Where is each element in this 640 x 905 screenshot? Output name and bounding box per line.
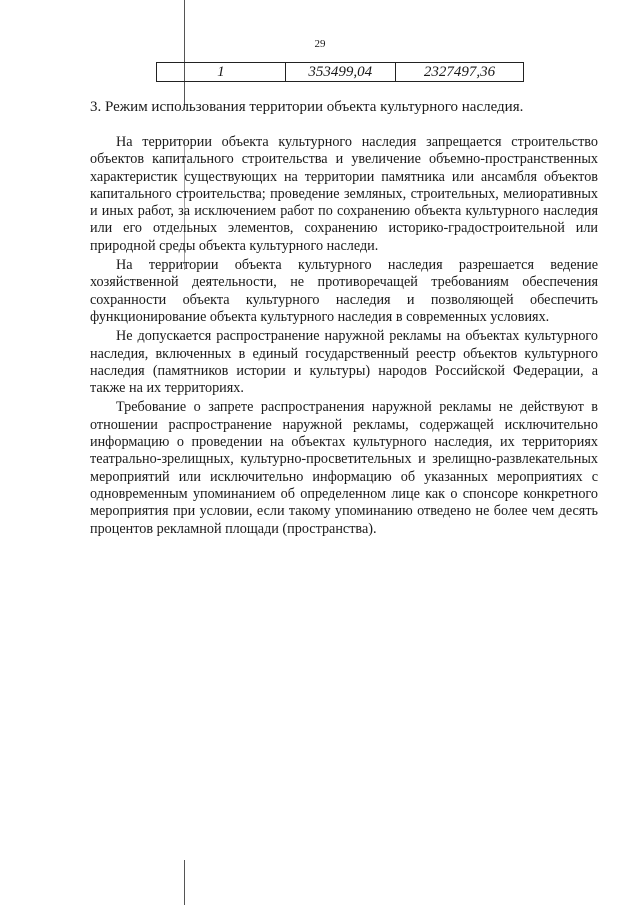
paragraph-permitted-activity: На территории объекта культурного наследия разрешается ведение хозяйственной деятельности, не противоречащей требованиям обеспечения сохранности объекта культурного наследия и позволяющей обеспечить функционирование объекта культурного наследия в современных условиях.: [90, 257, 598, 325]
section-heading: 3. Режим использования территории объекта культурного наследия.: [90, 99, 524, 115]
paragraph-advertising-exception: Требование о запрете распространения наружной рекламы не действуют в отношении распространение наружной рекламы, содержащей исключительно информацию о проведении на объектах культурного наследия, их территориях театрально-зрелищных, культурно-просветительных и зрелищно-развлекательных мероприятий или исключительно информацию об указанных мероприятиях с одновременным упоминанием об определенном лице как о спонсоре конкретного мероприятия при условии, если такому упоминанию отведено не более чем десять процентов рекламной площади (пространства).: [90, 399, 598, 537]
page-number: 29: [314, 38, 326, 50]
paragraph-prohibitions: На территории объекта культурного наследия запрещается строительство объектов капитального строительства и увеличение объемно-пространственных характеристик существующих на территории памятника или ансамбля объектов капитального строительства; проведение земляных, строительных, мелиоративных и иных работ, за исключением работ по сохранению объекта культурного наследия или его отдельных элементов, сохранению историко-градостроительной или природной среды объекта культурного наследи.: [90, 134, 598, 254]
scan-binding-line-top: [184, 0, 185, 110]
x-coordinate-cell: 353499,04: [285, 63, 395, 82]
point-number-cell: 1: [157, 63, 286, 82]
paragraph-advertising-ban: Не допускается распространение наружной рекламы на объектах культурного наследия, включенных в единый государственный реестр объектов культурного наследия (памятников истории и культуры) народов Российской Федерации, а также на их территориях.: [90, 328, 598, 397]
section-body: [90, 134, 598, 538]
scan-binding-line-bottom: [184, 860, 185, 905]
table-row: [157, 63, 524, 82]
y-coordinate-cell: 2327497,36: [395, 63, 523, 82]
coordinates-table: [156, 62, 524, 82]
